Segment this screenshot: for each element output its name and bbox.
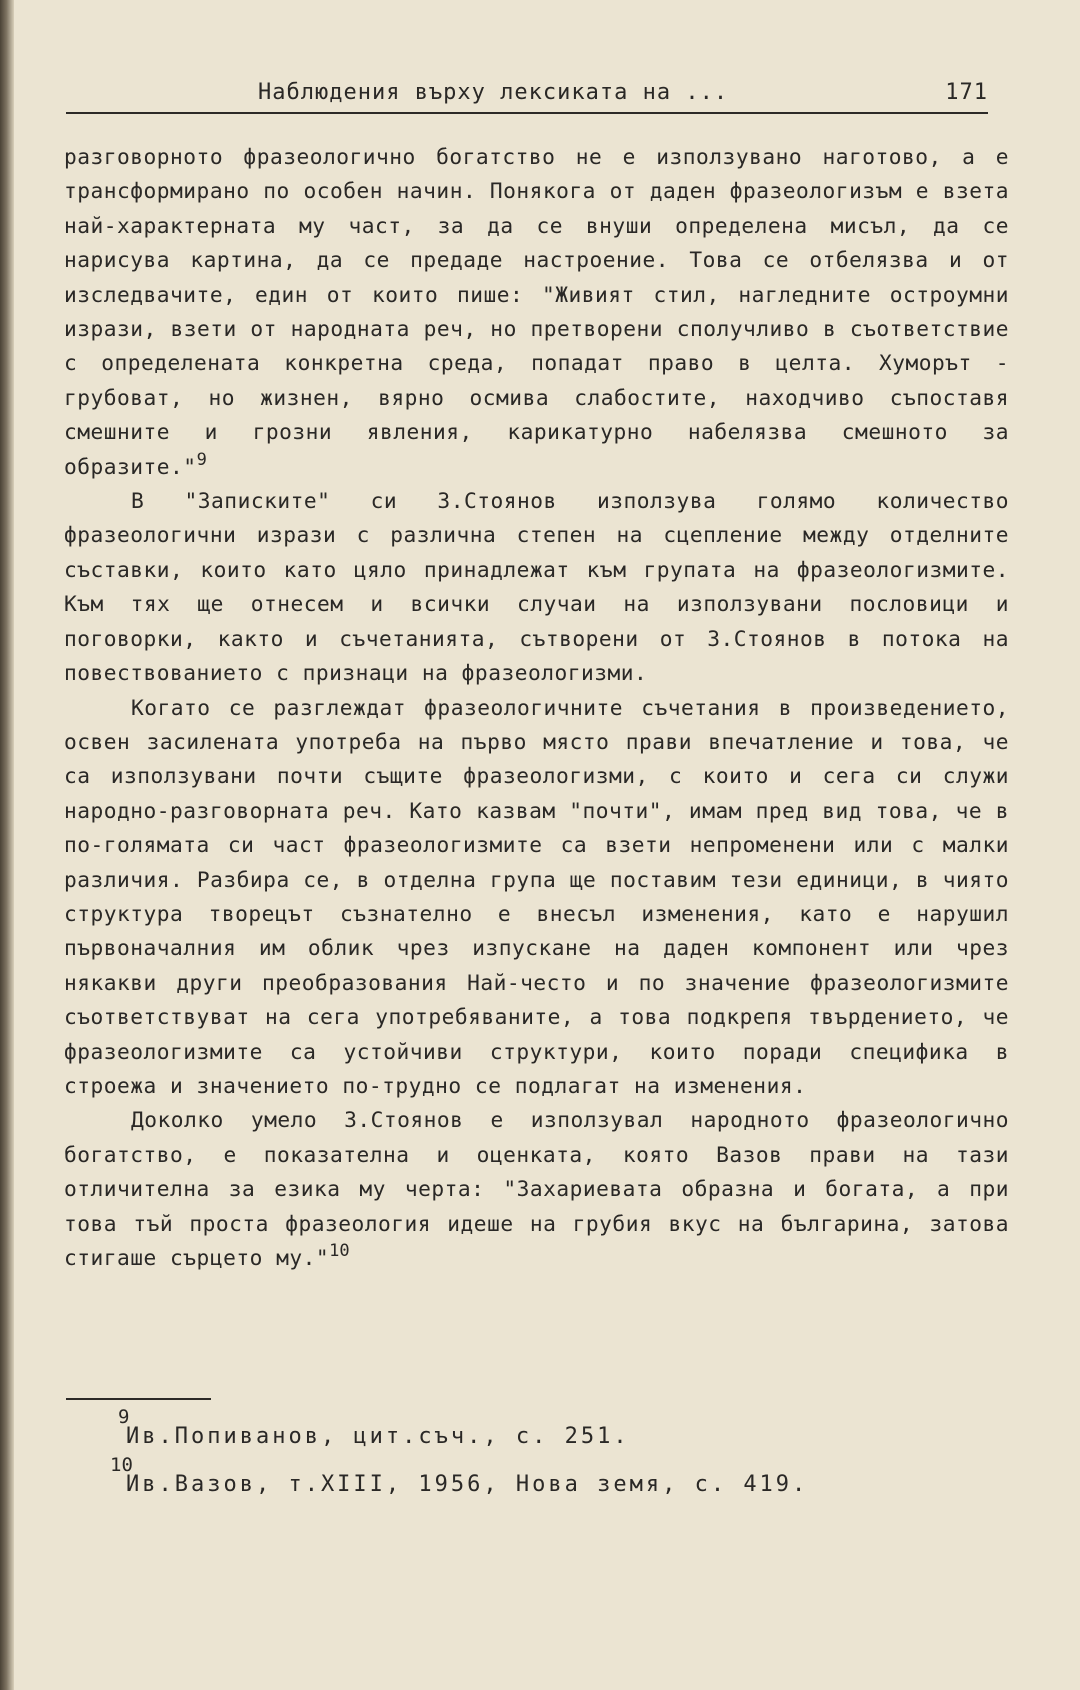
footnote-9-mark: 9: [118, 1406, 130, 1428]
footnote-10-text: Ив.Вазов, т.XIII, 1956, Нова земя, с. 419.: [126, 1472, 809, 1497]
footnote-9: [118, 1406, 630, 1449]
body-text: [64, 140, 1009, 1275]
running-header: [66, 78, 988, 114]
footnote-9-text: Ив.Попиванов, цит.съч., с. 251.: [126, 1424, 630, 1449]
page-number: 171: [945, 80, 988, 105]
paragraph-1: [64, 140, 1009, 484]
book-spine-edge: [0, 0, 14, 1690]
running-title: Наблюдения върху лексиката на ...: [258, 80, 729, 105]
footnote-ref-10: 10: [329, 1241, 350, 1261]
paragraph-3: Когато се разглеждат фразеологичните съчетания в произведението, освен засилената употреба на първо място прави впечатление и това, че са използувани почти същите фразеологизми, с които и сега си служи народно-разговорната реч. Като казвам "почти", имам пред вид това, че в по-голямата си част фразеологизмите са взети непроменени или с малки различия. Разбира се, в отделна група ще поставим тези единици, в чиято структура творецът съзнателно е внесъл изменения, като е нарушил първоначалния им облик чрез изпускане на даден компонент или чрез някакви други преобразования Най-често и по значение фразеологизмите съответствуват на сега употребяваните, а това подкрепя твърдението, че фразеологизмите са устойчиви структури, които поради специфика в строежа и значението по-трудно се подлагат на изменения.: [64, 694, 1009, 1098]
footnote-10-mark: 10: [110, 1454, 133, 1476]
paragraph-4-text: Доколко умело З.Стоянов е използувал народното фразеологично богатство, е показателна и оценката, която Вазов прави на тази отличителна за езика му черта: "Захариевата образна и богата, а при това тъй проста фразеология идеше на грубия вкус на българина, затова стигаше сърцето му.": [64, 1107, 1009, 1270]
paragraph-4: [64, 1103, 1009, 1275]
footnote-ref-9: 9: [196, 449, 207, 470]
paragraph-2: В "Записките" си З.Стоянов използува голямо количество фразеологични изрази с различна степен на сцепление между отделните съставки, които като цяло принадлежат към групата на фразеологизмите. Към тях ще отнесем и всички случаи на използувани пословици и поговорки, както и съчетанията, сътворени от З.Стоянов в потока на повествованието с признаци на фразеологизми.: [64, 488, 1009, 686]
book-page: [14, 0, 1080, 1690]
paragraph-1-text: разговорното фразеологично богатство не е използувано наготово, а е трансформирано по особен начин. Понякога от даден фразеологизъм е взета най-характерната му част, за да се внуши определена мисъл, да се нарисува картина, да се предаде настроение. Това се отбелязва и от изследвачите, един от които пише: "Живият стил, нагледните остроумни изрази, взети от народната реч, но претворени сполучливо в съответствие с определената конкретна среда, попадат право в целта. Хуморът - грубоват, но жизнен, вярно осмива слабостите, находчиво съпоставя смешните и грозни явления, карикатурно набелязва смешното за образите.": [64, 144, 1009, 479]
footnote-separator: [66, 1398, 211, 1400]
footnote-10: [110, 1454, 809, 1497]
